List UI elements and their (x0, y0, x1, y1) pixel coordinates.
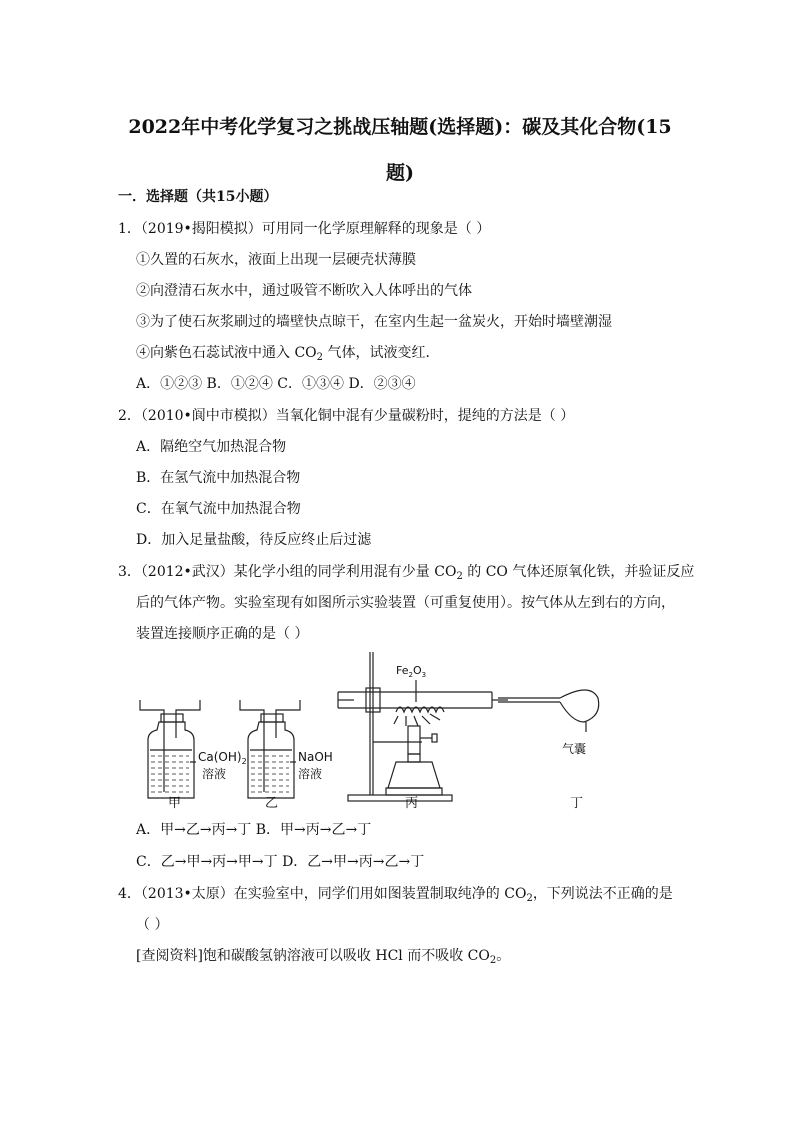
page-title (120, 104, 680, 196)
q1-options: A．①②③ B．①②④ C．①③④ D．②③④ (136, 376, 416, 392)
q4-info: [查阅资料]饱和碳酸氢钠溶液可以吸收 HCl 而不吸收 $CO_2$。 (136, 948, 511, 966)
label-jia: 甲 (168, 796, 182, 810)
q3-stem-line-2: 后的气体产物。实验室现有如图所示实验装置（可重复使用）。按气体从左到右的方向， (136, 595, 675, 611)
q4-stem-line-1: 4．（2013•太原）在实验室中，同学们用如图装置制取纯净的 $CO_2$，下列说法不正确的是 (118, 886, 673, 904)
bottle-yi (240, 700, 300, 798)
label-bing: 丙 (405, 796, 419, 810)
q3-apparatus-figure (130, 650, 630, 810)
q1-item-1: ①久置的石灰水，液面上出现一层硬壳状薄膜 (136, 252, 416, 268)
caoh2-label: $Ca(OH)_2$ (198, 750, 247, 766)
q2-stem: 2．（2010•阆中市模拟）当氧化铜中混有少量碳粉时，提纯的方法是（ ） (118, 408, 575, 424)
q3-stem-line-3: 装置连接顺序正确的是（ ） (136, 626, 309, 642)
q2-option-b: B．在氢气流中加热混合物 (136, 470, 301, 486)
q2-option-c: C．在氧气流中加热混合物 (136, 501, 301, 517)
q2-option-a: A．隔绝空气加热混合物 (136, 439, 287, 455)
bottle-jia (140, 700, 200, 798)
gas-bag-ding (498, 690, 599, 732)
q2-option-d: D．加入足量盐酸，待反应终止后过滤 (136, 532, 372, 548)
q3-stem-line-1: 3．（2012•武汉）某化学小组的同学利用混有少量 $CO_2$ 的 CO 气体还原氧化铁，并验证反应 (118, 564, 695, 582)
q3-options-cd: C．乙→甲→丙→甲→丁 D．乙→甲→丙→乙→丁 (136, 854, 425, 870)
naoh-solution-label: 溶液 (298, 767, 323, 781)
fe2o3-label: $Fe_2O_3$ (396, 664, 427, 679)
q4-stem-line-2: （ ） (136, 917, 169, 933)
gas-bag-label: 气囊 (562, 742, 587, 756)
q1-item-4: ④向紫色石蕊试液中通入 $CO_2$ 气体，试液变红． (136, 345, 440, 363)
q3-options-ab: A．甲→乙→丙→丁 B．甲→丙→乙→丁 (136, 822, 372, 838)
q1-stem: 1．（2019•揭阳模拟）可用同一化学原理解释的现象是（ ） (118, 221, 491, 237)
label-ding: 丁 (570, 796, 584, 810)
q1-item-2: ②向澄清石灰水中，通过吸管不断吹入人体呼出的气体 (136, 283, 472, 299)
naoh-label: NaOH (298, 750, 333, 764)
title-line-1: 2022年中考化学复习之挑战压轴题(选择题)：碳及其化合物(15 (128, 116, 672, 138)
label-yi: 乙 (265, 796, 279, 810)
title-line-2: 题) (386, 162, 414, 184)
q1-item-3: ③为了使石灰浆刷过的墙壁快点晾干，在室内生起一盆炭火，开始时墙壁潮湿 (136, 314, 612, 330)
caoh2-solution-label: 溶液 (202, 767, 227, 781)
section-heading: 一．选择题（共15小题） (118, 189, 278, 205)
